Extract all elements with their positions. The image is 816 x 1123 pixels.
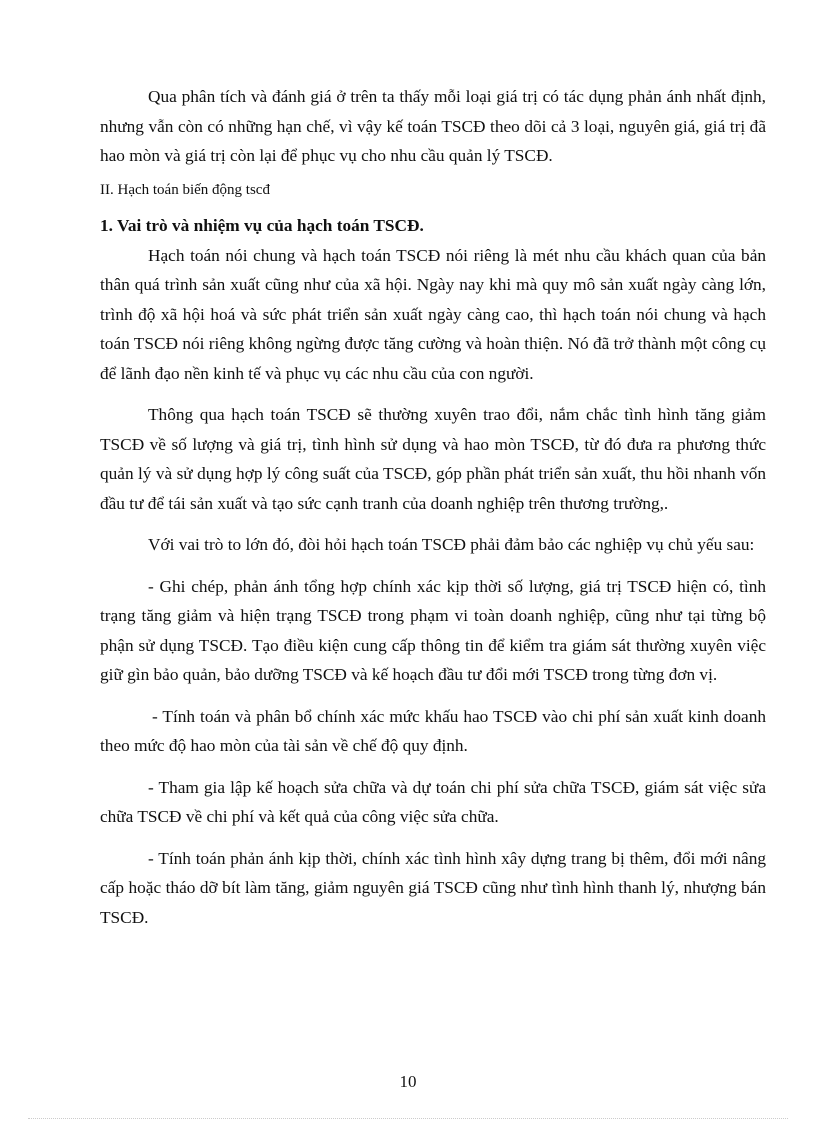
bullet-item: - Tham gia lập kế hoạch sửa chữa và dự toán chi phí sửa chữa TSCĐ, giám sát việc sửa chữa TSCĐ về chi phí và kết quả của công việc sửa chữa. (100, 777, 766, 826)
page-number: 10 (399, 1072, 417, 1091)
bullet-item: - Tính toán và phân bổ chính xác mức khấu hao TSCĐ vào chi phí sản xuất kinh doanh theo mức độ hao mòn của tài sản về chế độ quy định. (100, 706, 766, 755)
bullet-item: - Tính toán phản ánh kịp thời, chính xác tình hình xây dựng trang bị thêm, đổi mới nâng cấp hoặc tháo dỡ bít làm tăng, giảm nguyên giá TSCĐ cũng như tình hình thanh lý, nhượng bán TSCĐ. (100, 848, 766, 927)
page-bottom-divider (28, 1118, 788, 1119)
body-paragraph: Hạch toán nói chung và hạch toán TSCĐ nói riêng là mét nhu cầu khách quan của bản thân quá trình sản xuất cũng như của xã hội. Ngày nay khi mà quy mô sản xuất ngày càng lớn, trình độ xã hội hoá và sức phát triển sản xuất ngày càng cao, thì hạch toán nói chung và hạch toán TSCĐ nói riêng không ngừng được tăng cường và hoàn thiện. Nó đã trở thành một công cụ để lãnh đạo nền kinh tế và phục vụ các nhu cầu của con người. (100, 245, 766, 383)
intro-paragraph: Qua phân tích và đánh giá ở trên ta thấy mỗi loại giá trị có tác dụng phản ánh nhất định, nhưng vẫn còn có những hạn chế, vì vậy kế toán TSCĐ theo dõi cả 3 loại, nguyên giá, giá trị đã hao mòn và giá trị còn lại để phục vụ cho nhu cầu quản lý TSCĐ. (100, 87, 766, 165)
body-paragraph: Thông qua hạch toán TSCĐ sẽ thường xuyên trao đổi, nắm chắc tình hình tăng giảm TSCĐ về số lượng và giá trị, tình hình sử dụng và hao mòn TSCĐ, từ đó đưa ra phương thức quản lý và sử dụng hợp lý công suất của TSCĐ, góp phần phát triển sản xuất, thu hồi nhanh vốn đầu tư để tái sản xuất và tạo sức cạnh tranh của doanh nghiệp trên thương trường,. (100, 405, 766, 513)
page-body (100, 82, 766, 932)
subsection-heading: 1. Vai trò và nhiệm vụ của hạch toán TSCĐ. (100, 215, 424, 235)
body-paragraph: Với vai trò to lớn đó, đòi hỏi hạch toán TSCĐ phải đảm bảo các nghiệp vụ chủ yếu sau: (148, 535, 755, 554)
bullet-item: - Ghi chép, phản ánh tổng hợp chính xác kịp thời số lượng, giá trị TSCĐ hiện có, tình trạng tăng giảm và hiện trạng TSCĐ trong phạm vi toàn doanh nghiệp, cũng như tại từng bộ phận sử dụng TSCĐ. Tạo điều kiện cung cấp thông tin để kiểm tra giám sát thường xuyên việc giữ gìn bảo quản, bảo dưỡng TSCĐ và kế hoạch đầu tư đổi mới TSCĐ trong từng đơn vị. (100, 576, 766, 684)
section-heading: II. Hạch toán biến động tscđ (100, 181, 270, 198)
